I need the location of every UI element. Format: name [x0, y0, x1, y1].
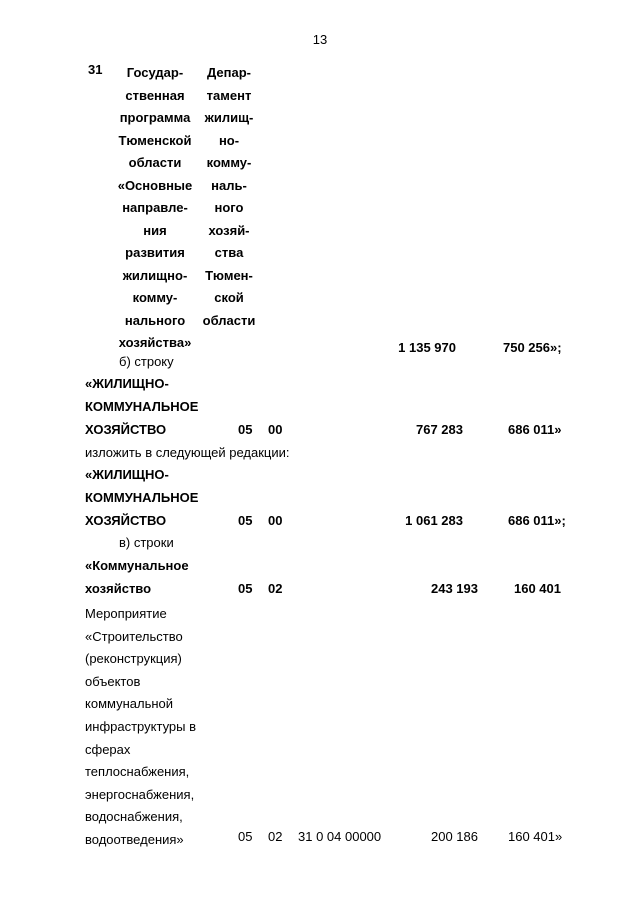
row31-sum-1: 1 135 970 — [398, 340, 456, 355]
meropriyatie-line: объектов — [85, 673, 141, 689]
meropriyatie-line: энергоснабжения, — [85, 786, 195, 802]
meropr-pr: 02 — [268, 829, 283, 844]
zhkh-new-sum-2: 686 011»; — [508, 513, 566, 528]
meropriyatie-text — [85, 603, 196, 852]
row-number: 31 — [88, 62, 103, 77]
kom-line: хозяйство — [85, 581, 152, 596]
program-title-line: Тюменской — [118, 132, 192, 148]
zhkh-new-line: КОММУНАЛЬНОЕ — [85, 490, 199, 505]
department-name — [198, 62, 260, 332]
meropriyatie-line: водоотведения» — [85, 831, 184, 847]
meropr-sum-1: 200 186 — [431, 829, 478, 844]
kom-rz: 05 — [238, 581, 253, 596]
meropr-sum-2: 160 401» — [508, 829, 563, 844]
program-title-line: комму- — [132, 290, 178, 305]
zhkh-new-sum-1: 1 061 283 — [405, 513, 463, 528]
department-line: жилищ- — [204, 110, 254, 125]
item-b-label: б) строку — [119, 354, 174, 369]
program-title-line: Государ- — [126, 65, 184, 80]
item-v-label: в) строки — [119, 535, 174, 550]
zhkh-new-rz: 05 — [238, 513, 253, 528]
department-line: хозяй- — [208, 222, 250, 238]
kom-sum-1: 243 193 — [431, 581, 478, 596]
program-title-line: ственная — [125, 87, 185, 103]
kom-line: «Коммунальное — [85, 558, 189, 573]
department-line: Депар- — [206, 65, 251, 80]
meropriyatie-line: Мероприятие — [85, 606, 167, 621]
department-line: Тюмен- — [205, 267, 253, 283]
meropriyatie-line: сферах — [85, 741, 131, 757]
kom-sum-2: 160 401 — [514, 581, 561, 596]
zhkh-old-rz: 05 — [238, 422, 253, 437]
meropr-rz: 05 — [238, 829, 253, 844]
department-line: ства — [214, 245, 244, 260]
department-line: области — [202, 312, 256, 328]
department-line: комму- — [206, 155, 252, 170]
program-title-line: программа — [119, 110, 191, 125]
department-line: тамент — [206, 87, 252, 103]
department-line: ской — [214, 290, 244, 305]
edit-phrase: изложить в следующей редакции: — [85, 445, 290, 460]
program-title-line: развития — [125, 245, 185, 260]
zhkh-old-line: «ЖИЛИЩНО- — [85, 376, 169, 391]
program-title-line: ния — [143, 222, 167, 238]
zhkh-new-line: «ЖИЛИЩНО- — [85, 467, 169, 482]
meropriyatie-line: инфраструктуры в — [85, 718, 197, 734]
program-title-line: хозяйства» — [118, 335, 192, 350]
program-title — [110, 62, 200, 355]
program-title-line: жилищно- — [122, 267, 188, 283]
meropr-csr: 31 0 04 00000 — [298, 829, 382, 844]
row31-sum-2: 750 256»; — [503, 340, 562, 355]
meropriyatie-line: «Строительство — [85, 628, 183, 644]
department-line: но- — [218, 132, 240, 148]
zhkh-old-line: КОММУНАЛЬНОЕ — [85, 399, 199, 414]
zhkh-old-line: ХОЗЯЙСТВО — [85, 422, 167, 437]
program-title-line: нального — [124, 312, 186, 328]
program-title-line: области — [128, 155, 182, 170]
zhkh-new-line: ХОЗЯЙСТВО — [85, 513, 167, 528]
kom-pr: 02 — [268, 581, 283, 596]
meropriyatie-line: водоснабжения, — [85, 809, 183, 825]
meropriyatie-line: теплоснабжения, — [85, 764, 190, 780]
zhkh-old-sum-2: 686 011» — [508, 422, 562, 437]
program-title-line: направле- — [122, 200, 188, 215]
zhkh-old-pr: 00 — [268, 422, 283, 437]
program-title-line: «Основные — [117, 177, 193, 193]
zhkh-old-sum-1: 767 283 — [416, 422, 463, 437]
meropriyatie-line: коммунальной — [85, 696, 174, 712]
department-line: наль- — [211, 177, 247, 193]
zhkh-new-pr: 00 — [268, 513, 283, 528]
department-line: ного — [214, 200, 244, 215]
page-number: 13 — [312, 32, 328, 47]
meropriyatie-line: (реконструкция) — [85, 651, 182, 667]
